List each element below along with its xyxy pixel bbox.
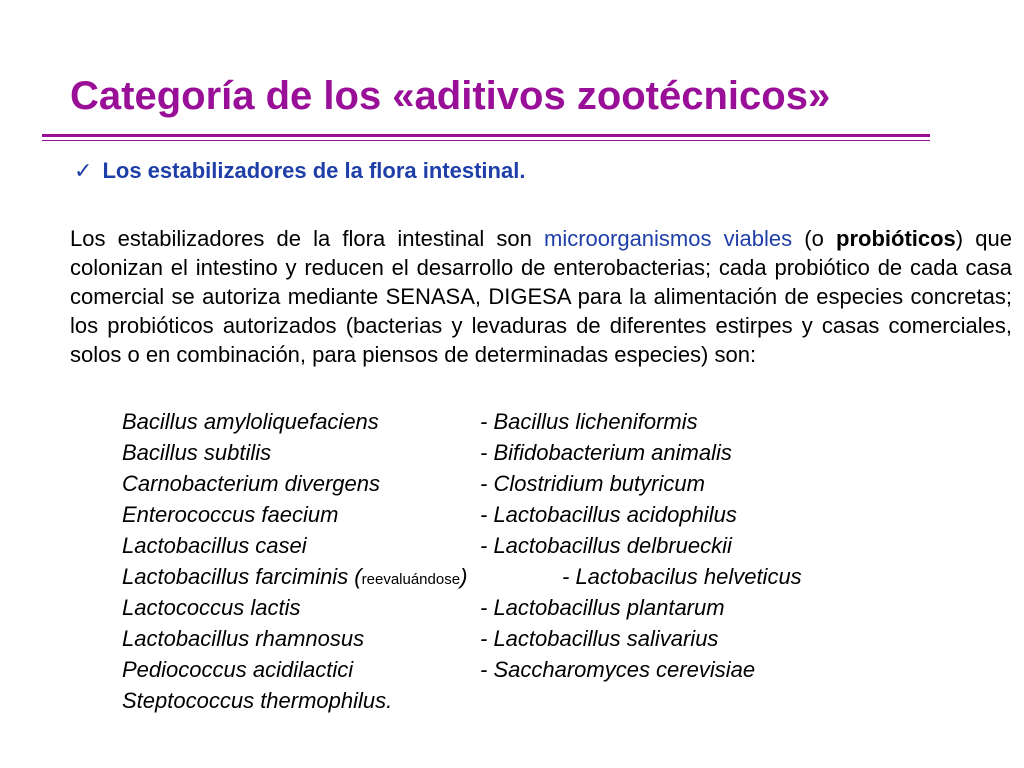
species-left: Carnobacterium divergens — [122, 471, 381, 496]
species-right: - Lactobacillus plantarum — [480, 595, 725, 620]
species-right: - Lactobacillus acidophilus — [480, 502, 737, 527]
species-right: - Lactobacillus delbrueckii — [480, 533, 732, 558]
title-rule-thick — [42, 134, 930, 137]
species-right: - Lactobacillus salivarius — [480, 626, 719, 651]
section-heading — [74, 158, 525, 184]
section-heading-text: Los estabilizadores de la flora intestinal. — [102, 158, 526, 183]
species-right: - Saccharomyces cerevisiae — [480, 657, 756, 682]
species-left: Lactococcus lactis — [122, 595, 301, 620]
note-close: ) — [460, 564, 468, 589]
species-left: Lactobacillus rhamnosus — [122, 626, 365, 651]
title-rule-thin — [42, 140, 930, 141]
body-paragraph — [70, 224, 1012, 369]
species-left: Steptococcus thermophilus. — [122, 688, 393, 713]
reevaluation-note: reevaluándose — [361, 571, 461, 588]
checkmark-icon: ✓ — [74, 158, 93, 183]
slide-title: Categoría de los «aditivos zootécnicos» — [70, 74, 831, 118]
species-left: Enterococcus faecium — [122, 502, 339, 527]
species-left: Lactobacillus casei — [122, 533, 307, 558]
paragraph-part-3: ) que colonizan el intestino y reducen el desarrollo de enterobacterias; cada probiótico de cada casa comercial se autoriza mediante SENASA, DIGESA para la alimentación de especies concretas; los probióticos autorizados (bacterias y levaduras de diferentes estirpes y casas comerciales, solos o en combinación, para piensos de determinadas especies) son: — [70, 226, 1012, 367]
species-left: Lactobacillus farciminis ( — [122, 564, 362, 589]
species-left: Pediococcus acidilactici — [122, 657, 354, 682]
paragraph-part-1: Los estabilizadores de la flora intestinal son — [70, 226, 544, 251]
species-right: - Bifidobacterium animalis — [480, 440, 732, 465]
species-left: Bacillus subtilis — [122, 440, 272, 465]
paragraph-part-2: (o — [792, 226, 837, 251]
species-right: - Lactobacilus helveticus — [562, 564, 802, 589]
species-right: - Bacillus licheniformis — [480, 409, 698, 434]
species-left-with-note — [122, 561, 467, 595]
species-left: Bacillus amyloliquefaciens — [122, 409, 379, 434]
species-right: - Clostridium butyricum — [480, 471, 705, 496]
highlight-term: microorganismos viables — [544, 226, 793, 251]
bold-term: probióticos — [836, 226, 956, 251]
